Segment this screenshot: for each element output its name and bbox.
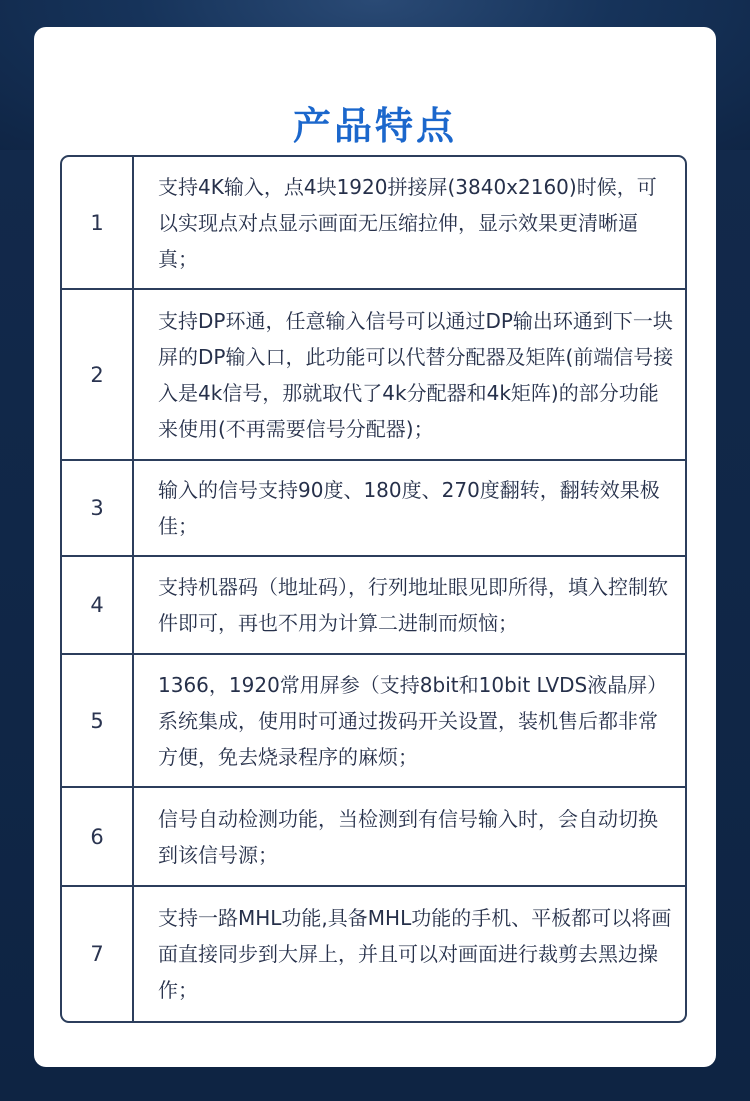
feature-table [60, 155, 687, 1023]
row-description: 支持DP环通，任意输入信号可以通过DP输出环通到下一块屏的DP输入口，此功能可以代替分配器及矩阵(前端信号接入是4k信号，那就取代了4k分配器和4k矩阵)的部分功能来使用(不再需要信号分配器)； [158, 308, 674, 441]
row-description: 支持4K输入，点4块1920拼接屏(3840x2160)时候，可以实现点对点显示画面无压缩拉伸，显示效果更清晰逼真； [158, 174, 657, 271]
table-row [62, 653, 685, 786]
row-description: 信号自动检测功能，当检测到有信号输入时，会自动切换到该信号源； [158, 806, 658, 867]
row-description: 支持机器码（地址码），行列地址眼见即所得，填入控制软件即可，再也不用为计算二进制而烦恼； [158, 575, 668, 635]
row-description: 输入的信号支持90度、180度、270度翻转，翻转效果极佳； [158, 478, 660, 538]
table-row [62, 555, 685, 653]
table-row [62, 459, 685, 555]
row-number: 3 [62, 461, 134, 555]
table-row [62, 885, 685, 1021]
row-number: 1 [62, 157, 134, 288]
feature-card [34, 27, 716, 1067]
row-description: 1366，1920常用屏参（支持8bit和10bit LVDS液晶屏）系统集成，使用时可通过拨码开关设置，装机售后都非常方便，免去烧录程序的麻烦； [158, 672, 668, 769]
row-number: 6 [62, 788, 134, 885]
row-number: 2 [62, 290, 134, 459]
row-description: 支持一路MHL功能,具备MHL功能的手机、平板都可以将画面直接同步到大屏上，并且可以对画面进行裁剪去黑边操作； [158, 906, 672, 1002]
page-title: 产品特点 [292, 104, 457, 148]
row-number: 7 [62, 887, 134, 1021]
table-row [62, 786, 685, 885]
row-number: 5 [62, 655, 134, 786]
table-row [62, 288, 685, 459]
table-row [62, 157, 685, 288]
row-number: 4 [62, 557, 134, 653]
